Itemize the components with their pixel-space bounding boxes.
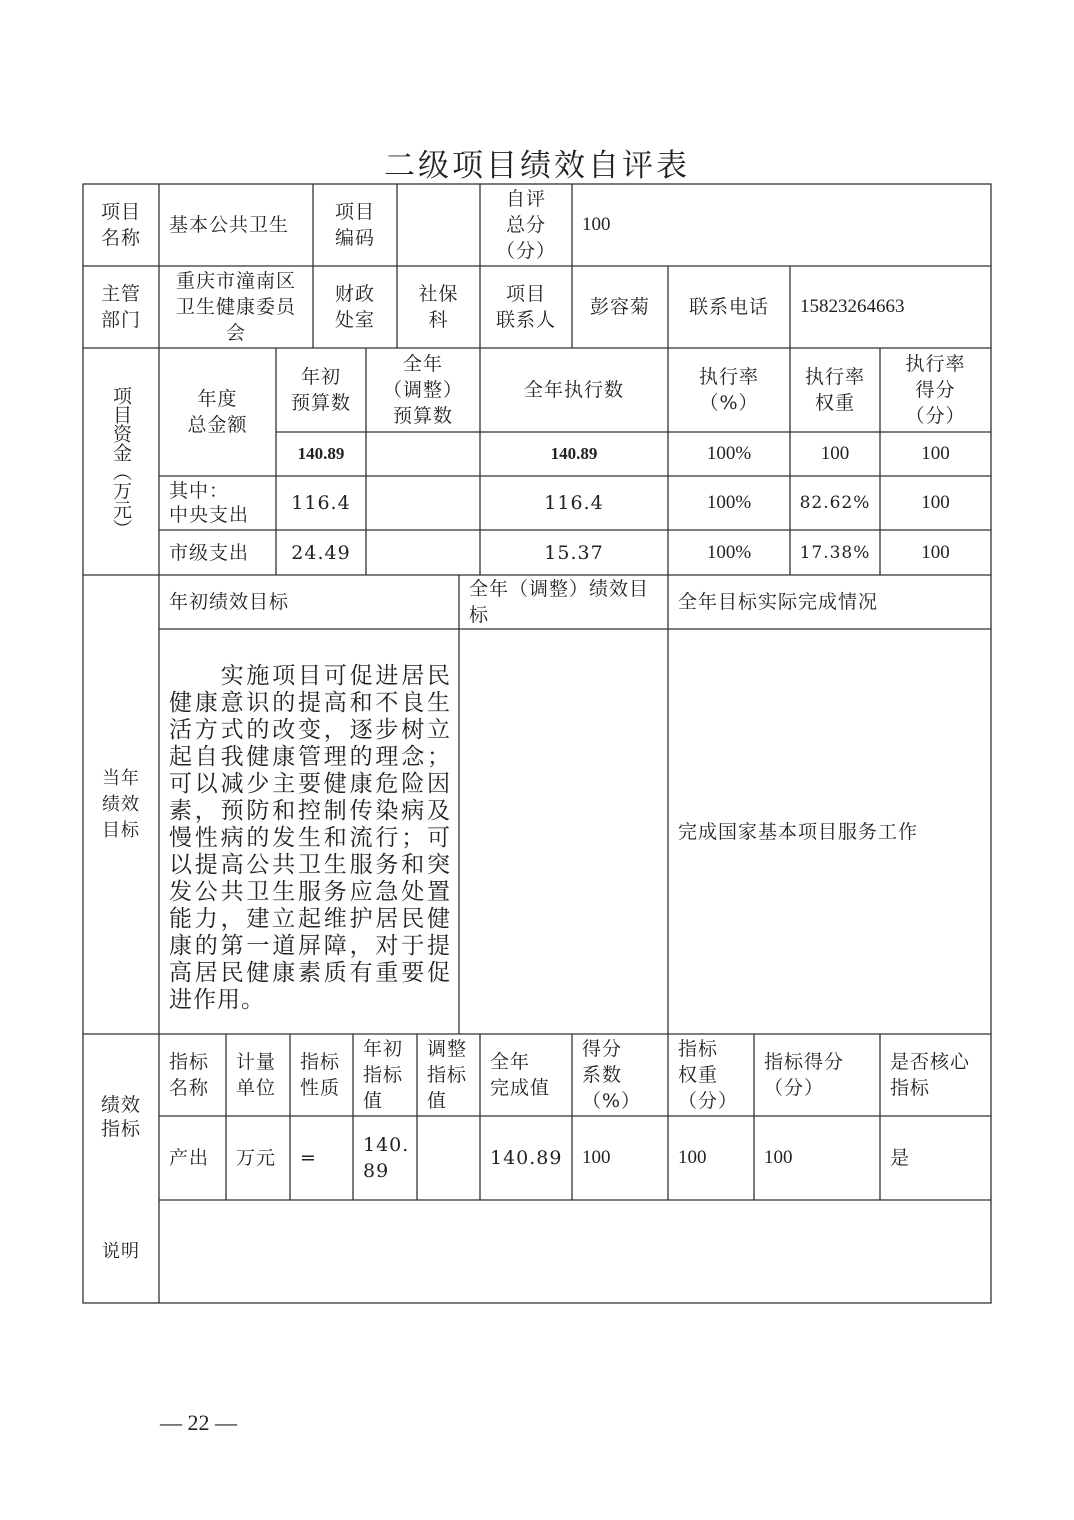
funds-central-adjusted xyxy=(366,476,480,530)
funds-municipal-adjusted xyxy=(366,530,480,575)
funds-side-label: 项目资金（万元） xyxy=(110,385,132,538)
funds-central-initial: 116.4 xyxy=(291,492,351,514)
indicator-header-weight: 指标 权重 （分） xyxy=(678,1038,739,1112)
indicator-nature: = xyxy=(300,1147,317,1169)
funds-initial-header: 年初 预算数 xyxy=(290,366,351,414)
notes-label: 说明 xyxy=(102,1240,140,1262)
goals-adjusted-text xyxy=(459,629,668,1034)
funds-total-adjusted xyxy=(366,432,480,476)
department-value: 重庆市潼南区卫生健康委员会 xyxy=(175,270,296,344)
indicator-unit: 万元 xyxy=(236,1147,277,1169)
funds-central-label: 其中： 中央支出 xyxy=(169,480,250,526)
indicator-weight-value: 100 xyxy=(678,1147,707,1168)
funds-rate-header: 执行率 （%） xyxy=(698,366,759,414)
funds-total-rate: 100% xyxy=(706,443,752,464)
indicators-side-label: 绩效 指标 xyxy=(100,1094,141,1140)
goals-actual-header: 全年目标实际完成情况 xyxy=(678,591,879,613)
indicator-header-coefficient: 得分 系数 （%） xyxy=(582,1038,642,1112)
goals-side-label: 当年 绩效 目标 xyxy=(102,767,140,841)
goals-actual-text: 完成国家基本项目服务工作 xyxy=(678,820,919,843)
department-label: 主管 部门 xyxy=(100,283,141,331)
funds-executed-header: 全年执行数 xyxy=(523,379,624,401)
funds-municipal-initial: 24.49 xyxy=(291,541,351,564)
indicator-score-value: 100 xyxy=(764,1147,793,1168)
project-code-value xyxy=(397,184,480,266)
phone-label: 联系电话 xyxy=(688,296,769,318)
project-code-label: 项目 编码 xyxy=(334,201,375,249)
funds-central-executed: 116.4 xyxy=(544,492,604,514)
page-number: — 22 — xyxy=(160,1410,237,1435)
finance-office-label: 财政 处室 xyxy=(334,283,375,331)
contact-person-value: 彭容菊 xyxy=(589,296,650,318)
funds-central-rate: 100% xyxy=(706,492,752,513)
indicator-header-unit: 计量 单位 xyxy=(236,1051,277,1099)
indicator-completed-value: 140.89 xyxy=(490,1147,563,1169)
indicator-name: 产出 xyxy=(169,1147,210,1169)
self-score-value: 100 xyxy=(582,214,611,235)
funds-score-header: 执行率 得分 （分） xyxy=(905,353,966,427)
indicator-header-adjusted: 调整 指标 值 xyxy=(427,1038,468,1112)
funds-total-score: 100 xyxy=(921,443,950,464)
indicator-header-score: 指标得分 （分） xyxy=(764,1051,845,1099)
page-title: 二级项目绩效自评表 xyxy=(384,148,690,184)
indicator-header-initial: 年初 指标 值 xyxy=(363,1038,404,1112)
funds-total-executed: 140.89 xyxy=(550,444,598,463)
finance-office-value: 社保 科 xyxy=(418,283,459,331)
funds-municipal-rate: 100% xyxy=(706,541,752,563)
indicator-header-completed: 全年 完成值 xyxy=(490,1051,551,1099)
indicator-initial-value: 140. 89 xyxy=(363,1134,410,1182)
self-score-label: 自评 总分 （分） xyxy=(495,188,556,262)
indicator-header-core: 是否核心 指标 xyxy=(890,1051,971,1099)
funds-municipal-label: 市级支出 xyxy=(169,541,250,564)
contact-person-label: 项目 联系人 xyxy=(495,283,556,331)
funds-municipal-weight: 17.38% xyxy=(799,542,871,563)
funds-adjusted-header: 全年 （调整） 预算数 xyxy=(382,353,463,427)
indicator-adjusted-value xyxy=(417,1116,480,1200)
indicator-core-value: 是 xyxy=(890,1147,911,1169)
funds-weight-header: 执行率 权重 xyxy=(804,366,865,414)
funds-central-score: 100 xyxy=(921,492,950,513)
notes-value xyxy=(159,1200,991,1303)
project-name-value: 基本公共卫生 xyxy=(169,214,290,236)
indicator-header-name: 指标 名称 xyxy=(169,1051,210,1099)
funds-total-header: 年度 总金额 xyxy=(187,388,248,436)
indicator-header-nature: 指标 性质 xyxy=(300,1051,341,1099)
funds-central-weight: 82.62% xyxy=(799,493,871,513)
goals-adjusted-header: 全年（调整）绩效目标 xyxy=(469,578,650,626)
funds-total-weight: 100 xyxy=(820,443,850,464)
goals-initial-text: 实施项目可促进居民健康意识的提高和不良生活方式的改变，逐步树立起自我健康管理的理念；可以减少主要健康危险因素，预防和控制传染病及慢性病的发生和流行；可以提高公共卫生服务和突发公共卫生服务应急处置能力，建立起维护居民健康的第一道屏障，对于提高居民健康素质有重要促进作用。 xyxy=(169,663,451,1013)
funds-municipal-executed: 15.37 xyxy=(544,541,604,564)
indicator-coefficient-value: 100 xyxy=(582,1147,611,1168)
goals-initial-header: 年初绩效目标 xyxy=(169,591,290,613)
project-name-label: 项目 名称 xyxy=(100,201,141,249)
funds-total-initial: 140.89 xyxy=(297,444,345,463)
phone-value: 15823264663 xyxy=(800,296,905,317)
funds-municipal-score: 100 xyxy=(921,541,950,563)
